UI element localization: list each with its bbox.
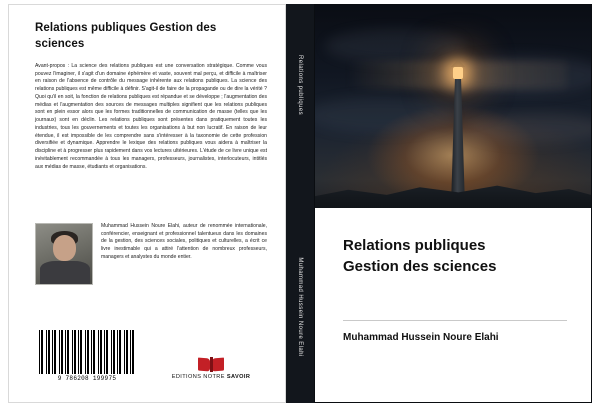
- author-photo: [35, 223, 93, 285]
- book-logo-left-page: [198, 357, 210, 371]
- publisher-prefix-back: EDITIONS NOTRE: [171, 374, 225, 380]
- spine-author: Muhammad Hussein Noure Elahi: [297, 257, 303, 357]
- cloud-shape: [314, 97, 455, 133]
- author-bio-block: [35, 223, 267, 289]
- lighthouse-tower: [451, 79, 465, 207]
- front-cover-title-line2: Gestion des sciences: [343, 257, 497, 275]
- front-cover-panel: [314, 4, 592, 403]
- barcode-isbn-number: 9 786208 199975: [57, 375, 117, 382]
- back-cover-blurb: Avant-propos : La science des relations publiques est une conversation stratégique. Comme vous pouvez l'imaginer, il s'agit d'un domaine éphémère et vaste, souvent mal perçu, et difficile à maîtriser en raison de l'absence de contrôle du message inhérente aux relations publiques. La science des relations publiques est même difficile à définir. S'agit-il de faire de la propagande ou de dire la vérité ? Quoi qu'il en soit, la fonction de relations publiques est répandue et se développe ; l'augmentation des médias et l'augmentation des sources de messages multiples signifient que les relations publiques sont en plein essor alors que les formes traditionnelles de communication de masse (telles que les journaux) sont en déclin. Les relations publiques sont présentes dans pratiquement toutes les industries, tous les gouvernements et toutes les organisations à but non lucratif. En raison de leur étendue, il est impossible de les comprendre sans s'intéresser à la taxonomie de cette profession diversifiée et dynamique. Apprendre le lexique des relations publiques vous aidera à maîtriser la discipline et à progresser plus rapidement dans vos lectures ultérieures. L'étude de ce livre unique est inévitablement recommandée à tous les managers, professeurs, journalistes, interlocuteurs, intitlés aux médias de masse, étudiants et organisations.: [35, 63, 267, 170]
- book-spine: [286, 4, 314, 403]
- barcode-bars: [39, 330, 135, 374]
- back-cover-panel: [8, 4, 286, 403]
- lighthouse-illustration: [443, 57, 473, 207]
- author-photo-body: [40, 261, 90, 285]
- book-logo-right-page: [212, 357, 224, 371]
- front-cover-text-area: [315, 208, 591, 403]
- author-bio-text: Muhammad Hussein Noure Elahi, auteur de renommée internationale, conférencier, enseignant et professionnel talentueux dans les domaines de la gestion, des sciences sociales, politiques et culturelles, a écrit ce livre inestimable qui a attiré l'attention de nombreux professeurs, managers et analystes du monde entier.: [101, 223, 267, 260]
- cover-photo-night-sky: [315, 5, 591, 210]
- front-cover-author: Muhammad Hussein Noure Elahi: [343, 332, 499, 343]
- publisher-name-back: [161, 374, 261, 380]
- spine-title: Relations publiques: [297, 55, 303, 115]
- cloud-shape: [465, 113, 592, 143]
- book-logo-icon: [198, 356, 224, 372]
- book-logo-spine: [210, 357, 213, 372]
- title-divider: [343, 320, 567, 321]
- front-cover-title: [343, 236, 567, 277]
- front-cover-title-line1: Relations publiques: [343, 237, 486, 254]
- author-photo-face: [53, 235, 76, 261]
- back-cover-title: Relations publiques Gestion des sciences: [35, 22, 217, 50]
- barcode: [39, 330, 135, 388]
- publisher-suffix-back: SAVOIR: [226, 374, 251, 380]
- publisher-logo-back: [161, 356, 261, 380]
- lighthouse-lamp: [453, 67, 463, 79]
